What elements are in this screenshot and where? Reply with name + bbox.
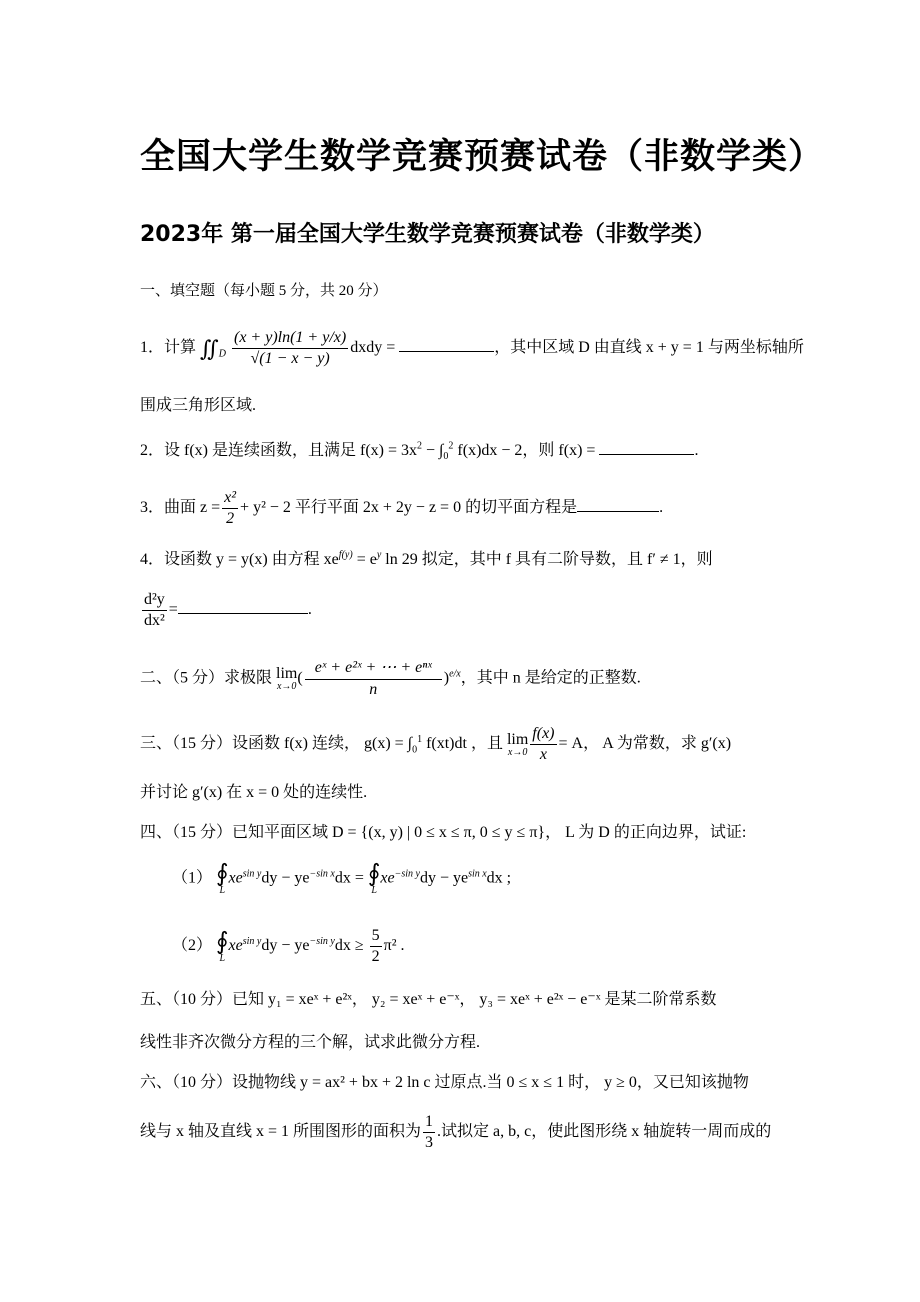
exp: −sin y xyxy=(394,868,420,880)
q-six-cont-b: .试拟定 a, b, c，使此图形绕 x 轴旋转一周而成的 xyxy=(437,1123,772,1141)
q2-exp: 2 xyxy=(417,440,422,452)
q-two-prefix: 二、（5 分）求极限 xyxy=(140,669,277,687)
lim-under: x→0 xyxy=(507,746,528,758)
q-two-numerator: eˣ + e²ˣ + ⋯ + eⁿˣ xyxy=(305,660,442,680)
limit xyxy=(507,732,528,758)
numerator: 5 xyxy=(370,928,382,947)
q-three-upper: 1 xyxy=(417,733,423,745)
question-four: 四、（15 分）已知平面区域 D = {(x, y) | 0 ≤ x ≤ π, 0 ≤ y ≤ π}， L 为 D 的正向边界，试证: xyxy=(140,824,747,841)
contour-integral-icon xyxy=(368,862,381,896)
q4-rest: ln 29 拟定，其中 f 具有二阶导数，且 f′ ≠ 1，则 xyxy=(381,551,713,568)
q-two-denominator: n xyxy=(369,681,378,698)
lim-label: lim xyxy=(506,730,529,748)
contour-label: L xyxy=(219,952,226,964)
q-three-lower: 0 xyxy=(412,744,418,756)
question-six: 六、（10 分）设抛物线 y = ax² + bx + 2 ln c 过原点.当 0 ≤ x ≤ 1 时， y ≥ 0，又已知该抛物 xyxy=(140,1074,749,1091)
term: π² . xyxy=(383,937,405,955)
q4-end: . xyxy=(307,601,312,619)
q3-fraction xyxy=(222,490,238,527)
question-three-cont: 并讨论 g′(x) 在 x = 0 处的连续性. xyxy=(140,784,368,801)
term: xe xyxy=(228,869,243,887)
q4-exp1: f(y) xyxy=(338,549,353,561)
q-two-rest: ，其中 n 是给定的正整数. xyxy=(460,669,641,687)
exp: sin y xyxy=(242,868,262,880)
part-label: （1） xyxy=(172,869,213,887)
q4-numerator: d²y xyxy=(142,592,167,611)
contour-sign: ∮ xyxy=(216,928,229,955)
q3-prefix: 3．曲面 z = xyxy=(140,499,221,517)
lim-label: lim xyxy=(276,665,298,682)
question-2 xyxy=(140,440,699,463)
exp: sin y xyxy=(242,935,262,947)
term: dx ; xyxy=(486,869,512,887)
question-four-part2 xyxy=(172,928,404,965)
q1-text: ，其中区域 D 由直线 x + y = 1 与两坐标轴所 xyxy=(494,339,804,357)
exam-subtitle: 2023年 第一届全国大学生数学竞赛预赛试卷（非数学类） xyxy=(140,222,715,247)
q3-end: . xyxy=(659,499,664,517)
term: dx = xyxy=(334,869,364,887)
q-three-numerator: f(x) xyxy=(530,726,556,745)
question-two: 二、（5 分）求极限 lim x→0 ( $\frac{\text{eˣ + e²ˣ + ⋯ + eⁿˣ}}{n}$ )$^{e/x}$，其中 n 是给定的正整数. xyxy=(140,659,641,698)
q4-denominator: dx² xyxy=(144,612,165,629)
contour-integral-icon xyxy=(216,862,229,896)
q-three-mid: f(xt)dt ，且 xyxy=(422,735,507,753)
term: xe xyxy=(380,869,395,887)
question-six-cont xyxy=(140,1114,771,1151)
term: dy − ye xyxy=(261,937,310,955)
contour-label: L xyxy=(219,885,226,896)
question-4 xyxy=(140,549,713,568)
q1-dxdy: dxdy = xyxy=(350,339,396,357)
answer-blank xyxy=(178,601,308,614)
question-1 xyxy=(140,330,804,367)
q4-exp2: y xyxy=(376,549,382,561)
answer-blank xyxy=(599,442,694,455)
limit xyxy=(276,666,297,692)
q2-lower: 0 xyxy=(443,451,449,463)
q-three-denominator: x xyxy=(539,746,547,763)
contour-sign: ∮ xyxy=(216,861,229,887)
question-4-cont xyxy=(140,592,312,629)
q4-eq: = xyxy=(168,601,178,619)
q1-prefix: 1．计算 xyxy=(140,339,201,357)
answer-blank xyxy=(577,499,659,512)
fraction xyxy=(370,928,382,965)
q2-upper: 2 xyxy=(448,440,454,452)
q-three-rest: = A， A 为常数，求 g′(x) xyxy=(558,735,732,753)
double-integral-sign: ∬ xyxy=(200,336,219,362)
question-three xyxy=(140,726,731,763)
term: dy − ye xyxy=(419,869,469,887)
q-six-cont-a: 线与 x 轴及直线 x = 1 所围图形的面积为 xyxy=(140,1123,422,1141)
q3-numerator: x² xyxy=(222,490,238,509)
q2-end: . xyxy=(694,442,699,459)
contour-integral-icon xyxy=(216,930,229,964)
exp: sin x xyxy=(468,868,487,880)
exp: −sin x xyxy=(309,868,335,880)
question-five: 五、（10 分）已知 y₁ = xeˣ + e²ˣ， y₂ = xeˣ + e⁻ˣ， y₃ = xeˣ + e²ˣ − e⁻ˣ 是某二阶常系数 xyxy=(140,991,717,1008)
q4-prefix: 4．设函数 y = y(x) 由方程 xe xyxy=(140,551,339,568)
q1-fraction xyxy=(232,330,348,367)
answer-blank xyxy=(399,339,494,352)
document-title: 全国大学生数学竞赛预赛试卷（非数学类） xyxy=(140,137,825,177)
q1-numerator: (x + y)ln(1 + y/x) xyxy=(232,330,348,349)
contour-sign: ∮ xyxy=(367,861,381,887)
term: dy − ye xyxy=(261,869,310,887)
q2-rest: f(x)dx − 2，则 f(x) = xyxy=(453,442,596,459)
q-three-prefix: 三、（15 分）设函数 f(x) 连续， g(x) = ∫ xyxy=(140,735,413,753)
q4-mid: = e xyxy=(352,551,377,568)
lim-under: x→0 xyxy=(276,681,297,692)
q-three-fraction xyxy=(530,726,556,763)
q1-region: D xyxy=(218,348,226,360)
section-fill-in-blank: 一、填空题（每小题 5 分，共 20 分） xyxy=(140,283,388,299)
exp: −sin y xyxy=(309,935,335,947)
contour-label: L xyxy=(371,885,377,896)
q2-integral: − ∫ xyxy=(422,442,444,459)
q3-denominator: 2 xyxy=(226,510,235,527)
q-two-fraction xyxy=(305,660,442,698)
term: xe xyxy=(228,937,243,955)
q1-denominator: √(1 − x − y) xyxy=(250,350,330,367)
denominator: 2 xyxy=(371,948,380,965)
part-label: （2） xyxy=(172,937,213,955)
term: dx ≥ xyxy=(334,937,364,955)
question-1-cont: 围成三角形区域. xyxy=(140,397,257,414)
q2-prefix: 2．设 f(x) 是连续函数，且满足 f(x) = 3x xyxy=(140,442,417,459)
fraction xyxy=(423,1114,435,1151)
numerator: 1 xyxy=(423,1114,435,1133)
question-five-cont: 线性非齐次微分方程的三个解，试求此微分方程. xyxy=(140,1034,481,1051)
q-two-exp: e/x xyxy=(449,668,461,680)
q4-derivative xyxy=(142,592,167,629)
question-3 xyxy=(140,490,663,527)
q3-rest: + y² − 2 平行平面 2x + 2y − z = 0 的切平面方程是 xyxy=(240,499,578,517)
question-four-part1 xyxy=(172,862,511,896)
denominator: 3 xyxy=(425,1134,434,1151)
